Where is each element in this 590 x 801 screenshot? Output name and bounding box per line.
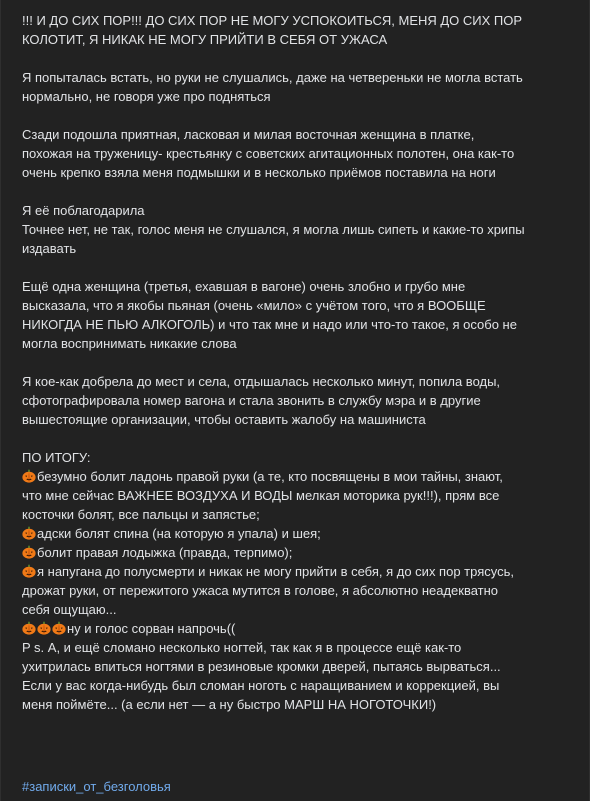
summary-line-text: болит правая лодыжка (правда, терпимо); xyxy=(37,545,293,560)
summary-line-text: ухитрилась впиться ногтями в резиновые кромки дверей, пытаясь вырваться... xyxy=(22,659,501,674)
summary-line-text: P s. А, и ещё сломано несколько ногтей, так как я в процессе ещё как-то xyxy=(22,640,462,655)
summary-line xyxy=(22,619,574,638)
hashtag-link[interactable]: #записки_от_безголовья xyxy=(22,779,171,794)
post-paragraph xyxy=(22,372,574,429)
post-paragraph xyxy=(22,125,574,182)
text-line: Точнее нет, не так, голос меня не слушался, я могла лишь сипеть и какие-то хрипы xyxy=(22,222,525,237)
summary-line-text: Если у вас когда-нибудь был сломан ноготь с наращиванием и коррекцией, вы xyxy=(22,678,500,693)
text-line: издавать xyxy=(22,241,77,256)
summary-line-text: косточки болят, все пальцы и запястье; xyxy=(22,507,260,522)
jack-o-lantern-icon xyxy=(22,621,36,635)
summary-line-text: я напугана до полусмерти и никак не могу прийти в себя, я до сих пор трясусь, xyxy=(37,564,514,579)
hashtag-container xyxy=(22,777,171,796)
text-line: вышестоящие организации, чтобы оставить жалобу на машиниста xyxy=(22,412,426,427)
summary-line xyxy=(22,524,574,543)
post-paragraph xyxy=(22,277,574,353)
text-line: могла воспринимать никакие слова xyxy=(22,336,237,351)
summary-line xyxy=(22,505,574,524)
text-line: похожая на труженицу- крестьянку с советских агитационных полотен, она как-то xyxy=(22,146,515,161)
summary-section xyxy=(22,448,574,714)
post-paragraph xyxy=(22,68,574,106)
text-line: НИКОГДА НЕ ПЬЮ АЛКОГОЛЬ) и что так мне и надо или что-то такое, я особо не xyxy=(22,317,517,332)
summary-line xyxy=(22,676,574,695)
text-line: очень крепко взяла меня подмышки и в несколько приёмов поставила на ноги xyxy=(22,165,496,180)
summary-line xyxy=(22,562,574,581)
text-line: Сзади подошла приятная, ласковая и милая восточная женщина в платке, xyxy=(22,127,475,142)
summary-line-text: меня поймёте... (а если нет — а ну быстро МАРШ НА НОГОТОЧКИ!) xyxy=(22,697,437,712)
jack-o-lantern-icon xyxy=(22,564,36,578)
text-line: Я кое-как добрела до мест и села, отдышалась несколько минут, попила воды, xyxy=(22,374,501,389)
summary-line xyxy=(22,486,574,505)
summary-line-text: ну и голос сорван напрочь(( xyxy=(67,621,236,636)
summary-line xyxy=(22,638,574,657)
text-line: Я её поблагодарила xyxy=(22,203,145,218)
jack-o-lantern-icon xyxy=(37,621,51,635)
summary-line-text: дрожат руки, от пережитого ужаса мутится в голове, я абсолютно неадекватно xyxy=(22,583,499,598)
summary-line xyxy=(22,543,574,562)
text-line: Ещё одна женщина (третья, ехавшая в вагоне) очень злобно и грубо мне xyxy=(22,279,466,294)
summary-line-text: что мне сейчас ВАЖНЕЕ ВОЗДУХА И ВОДЫ мелкая моторика рук!!!), прям все xyxy=(22,488,500,503)
summary-line xyxy=(22,695,574,714)
text-line: Я попыталась встать, но руки не слушались, даже на четвереньки не могла встать xyxy=(22,70,523,85)
summary-line-text: себя ощущаю... xyxy=(22,602,117,617)
jack-o-lantern-icon xyxy=(52,621,66,635)
summary-line xyxy=(22,657,574,676)
post-paragraph xyxy=(22,201,574,258)
text-line: высказала, что я якобы пьяная (очень «мило» с учётом того, что я ВООБЩЕ xyxy=(22,298,486,313)
text-line: КОЛОТИТ, Я НИКАК НЕ МОГУ ПРИЙТИ В СЕБЯ ОТ УЖАСА xyxy=(22,32,388,47)
jack-o-lantern-icon xyxy=(22,526,36,540)
summary-line xyxy=(22,581,574,600)
text-line: !!! И ДО СИХ ПОР!!! ДО СИХ ПОР НЕ МОГУ УСПОКОИТЬСЯ, МЕНЯ ДО СИХ ПОР xyxy=(22,13,523,28)
summary-line-text: адски болят спина (на которую я упала) и шея; xyxy=(37,526,321,541)
post-paragraph xyxy=(22,11,574,49)
summary-line-text: безумно болит ладонь правой руки (а те, кто посвящены в мои тайны, знают, xyxy=(37,469,503,484)
summary-line xyxy=(22,467,574,486)
jack-o-lantern-icon xyxy=(22,545,36,559)
post-text xyxy=(22,11,574,714)
text-line: сфотографировала номер вагона и стала звонить в службу мэра и в другие xyxy=(22,393,481,408)
summary-line xyxy=(22,600,574,619)
text-line: нормально, не говоря уже про подняться xyxy=(22,89,271,104)
jack-o-lantern-icon xyxy=(22,469,36,483)
summary-heading: ПО ИТОГУ: xyxy=(22,450,91,465)
